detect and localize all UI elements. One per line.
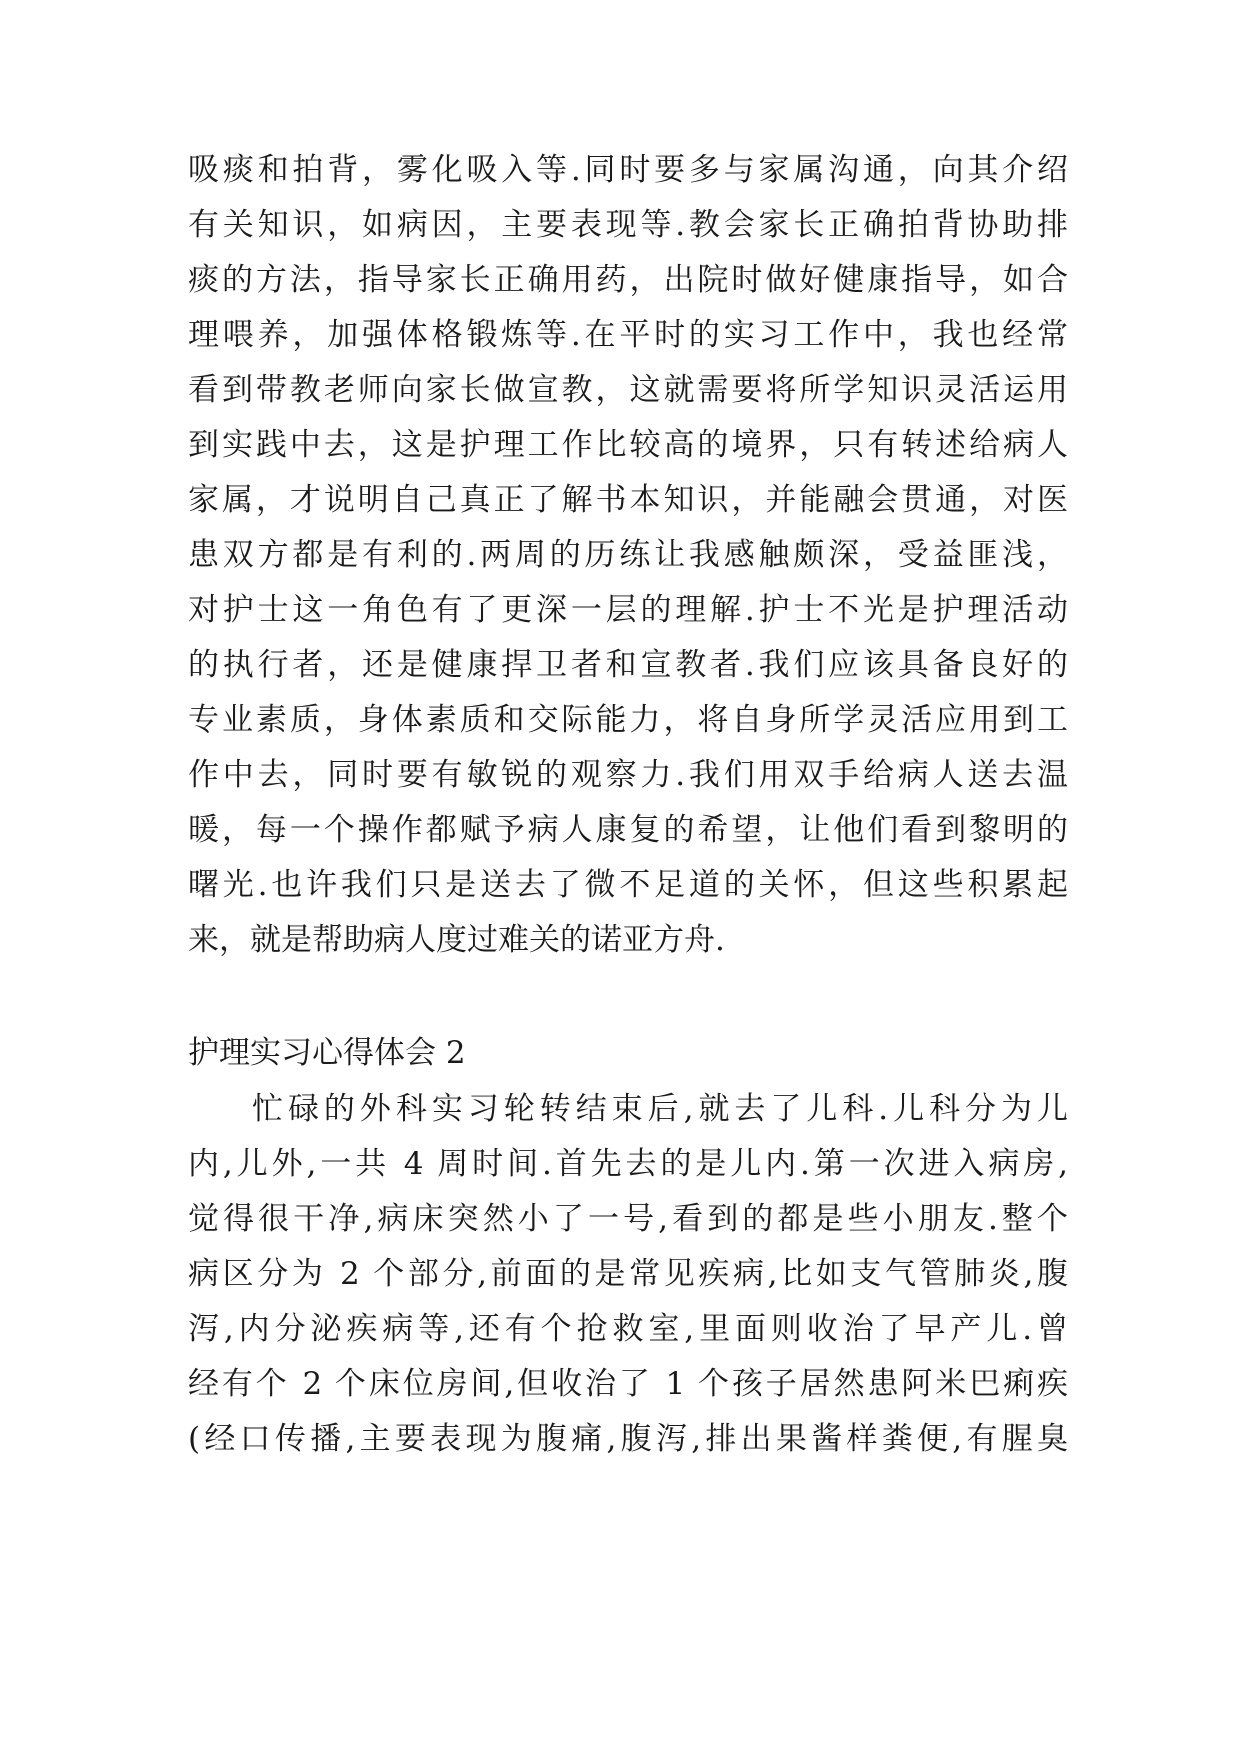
text-line: 理喂养，加强体格锻炼等.在平时的实习工作中，我也经常	[188, 317, 1068, 353]
text-line: 专业素质，身体素质和交际能力，将自身所学灵活应用到工	[188, 702, 1068, 738]
section-heading: 护理实习心得体会 2	[188, 1035, 466, 1071]
text-line: 看到带教老师向家长做宣教，这就需要将所学知识灵活运用	[188, 372, 1068, 408]
text-line: 痰的方法，指导家长正确用药，出院时做好健康指导，如合	[188, 262, 1068, 298]
text-line: 吸痰和拍背，雾化吸入等.同时要多与家属沟通，向其介绍	[188, 152, 1068, 188]
text-line: 家属，才说明自己真正了解书本知识，并能融会贯通，对医	[188, 482, 1068, 518]
text-line: 病区分为 2 个部分,前面的是常见疾病,比如支气管肺炎,腹	[188, 1256, 1068, 1292]
text-line: 曙光.也许我们只是送去了微不足道的关怀，但这些积累起	[188, 867, 1068, 903]
text-line: 的执行者，还是健康捍卫者和宣教者.我们应该具备良好的	[188, 647, 1068, 683]
text-line: 对护士这一角色有了更深一层的理解.护士不光是护理活动	[188, 592, 1068, 628]
text-line: 作中去，同时要有敏锐的观察力.我们用双手给病人送去温	[188, 757, 1068, 793]
text-line: 来，就是帮助病人度过难关的诺亚方舟.	[188, 922, 725, 958]
text-line: (经口传播,主要表现为腹痛,腹泻,排出果酱样粪便,有腥臭	[188, 1421, 1068, 1457]
text-line: 忙碌的外科实习轮转结束后,就去了儿科.儿科分为儿	[252, 1091, 1068, 1127]
text-line: 有关知识，如病因，主要表现等.教会家长正确拍背协助排	[188, 207, 1068, 243]
text-line: 泻,内分泌疾病等,还有个抢救室,里面则收治了早产儿.曾	[188, 1311, 1068, 1347]
text-line: 内,儿外,一共 4 周时间.首先去的是儿内.第一次进入病房,	[188, 1146, 1068, 1182]
text-line: 觉得很干净,病床突然小了一号,看到的都是些小朋友.整个	[188, 1201, 1068, 1237]
text-line: 到实践中去，这是护理工作比较高的境界，只有转述给病人	[188, 427, 1068, 463]
text-line: 经有个 2 个床位房间,但收治了 1 个孩子居然患阿米巴痢疾	[188, 1366, 1068, 1402]
text-line: 暖，每一个操作都赋予病人康复的希望，让他们看到黎明的	[188, 812, 1068, 848]
text-line: 患双方都是有利的.两周的历练让我感触颇深，受益匪浅，	[188, 537, 1068, 573]
